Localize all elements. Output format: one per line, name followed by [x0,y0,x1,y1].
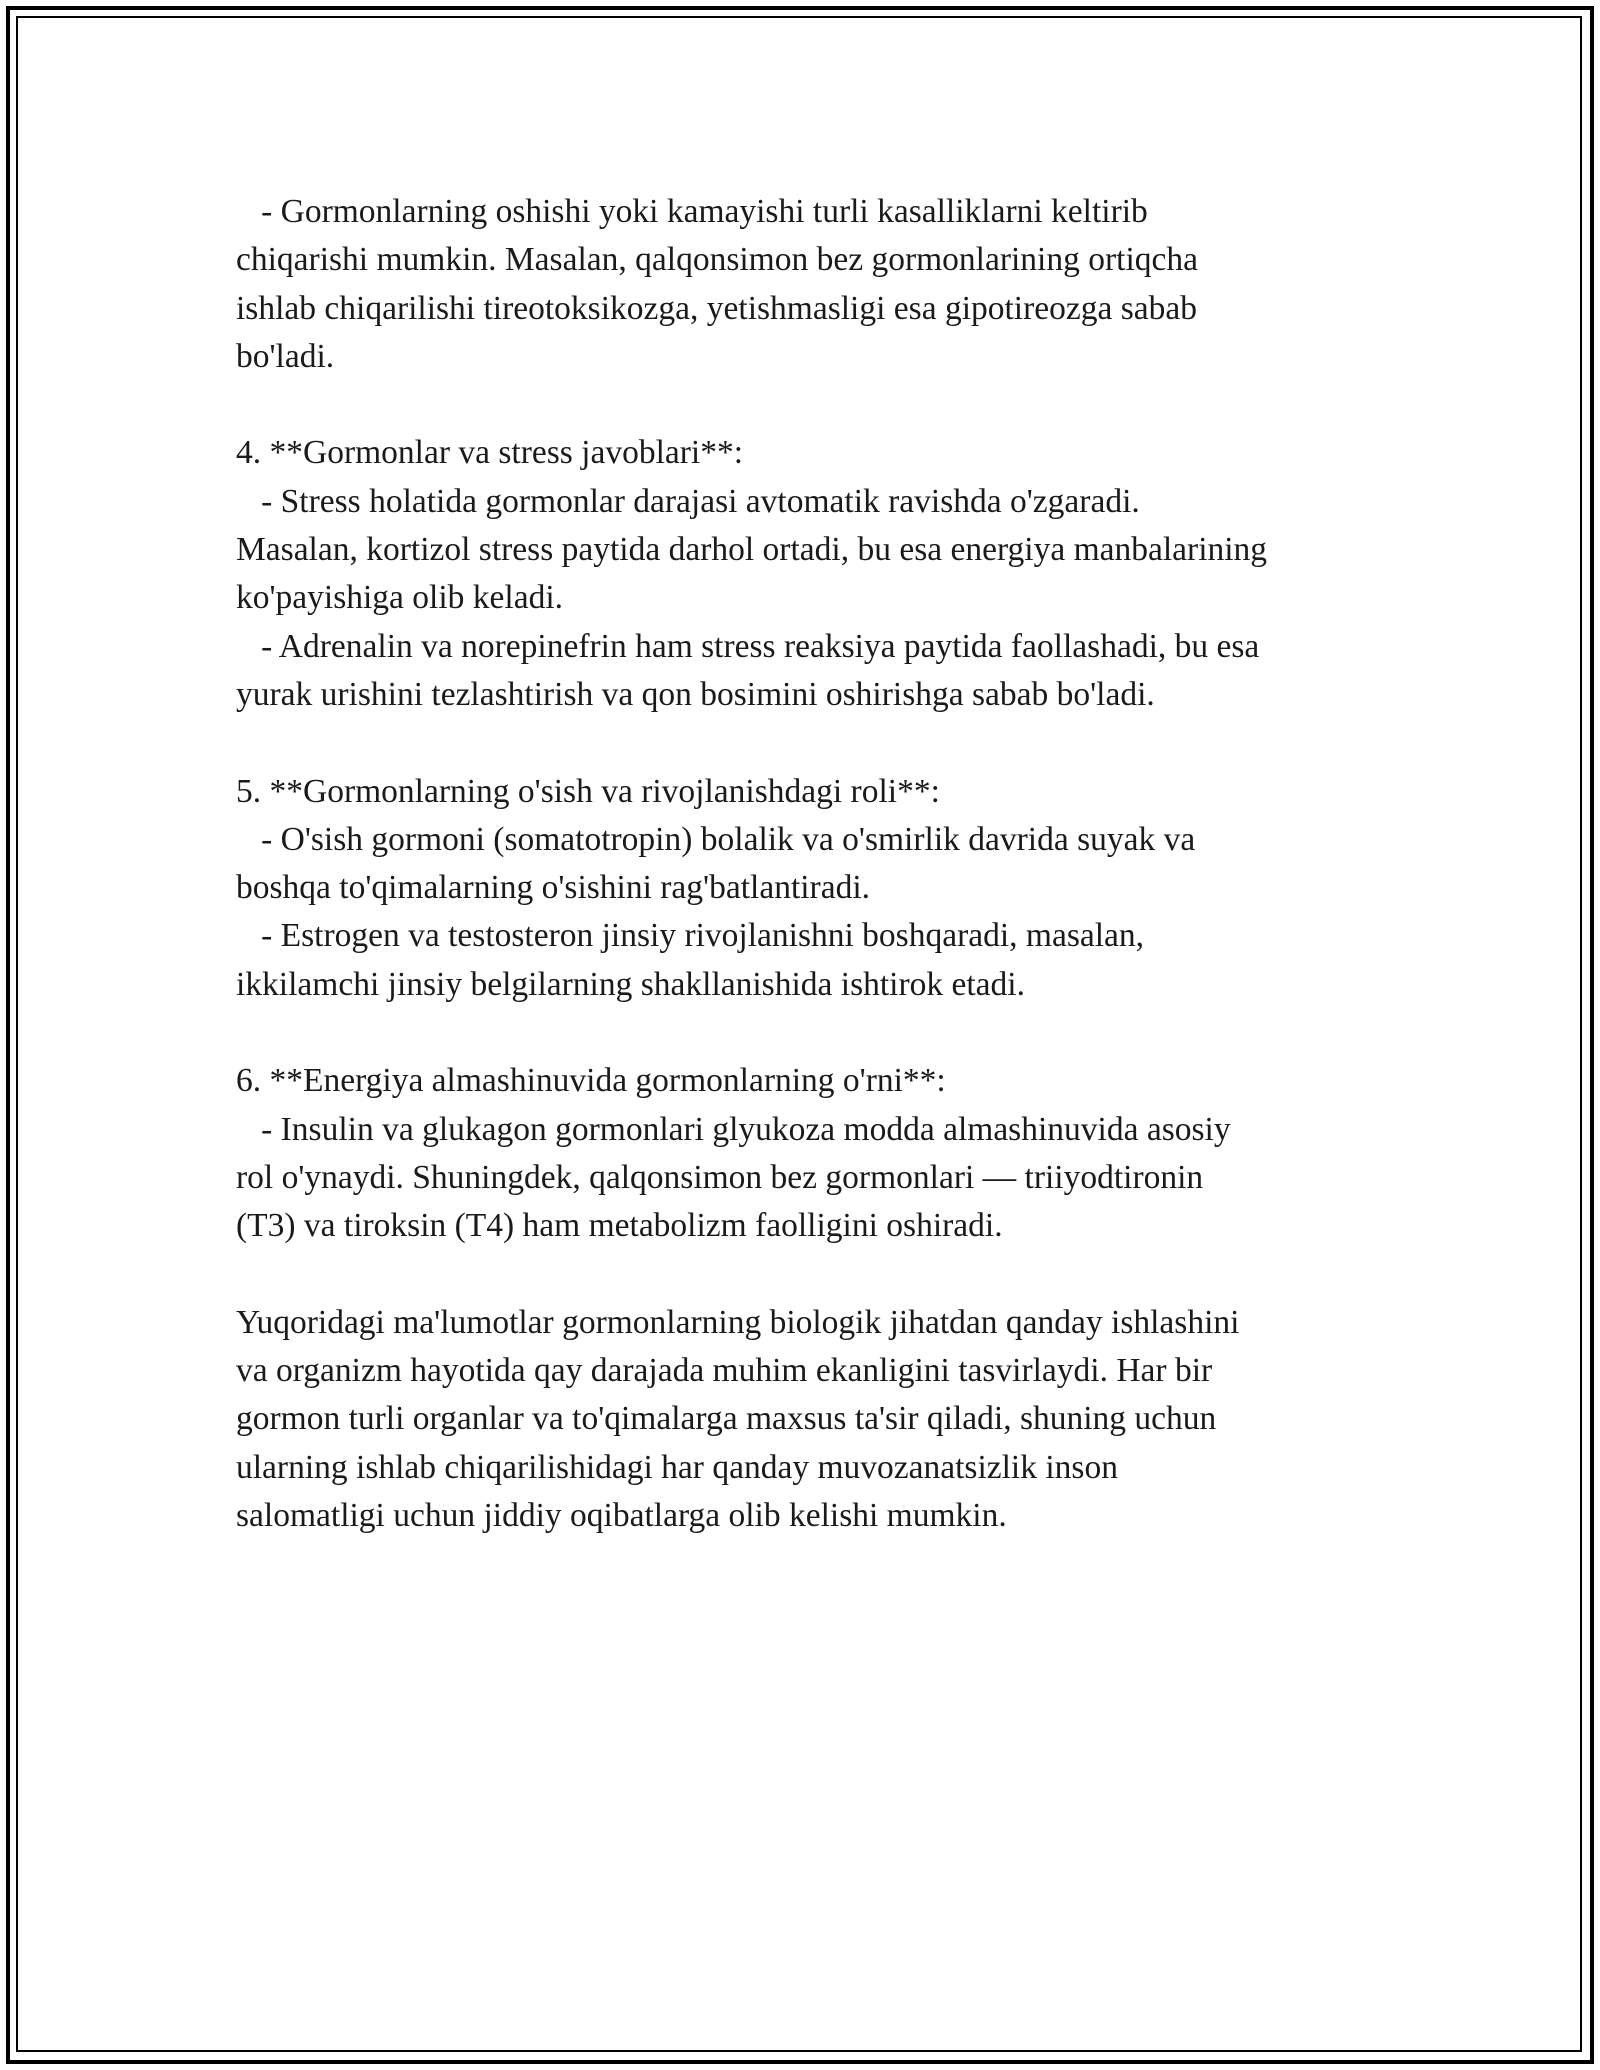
text-line: ishlab chiqarilishi tireotoksikozga, yetishmasligi esa gipotireozga sabab [236,289,1198,327]
section-6-energy-metabolism [236,1057,1386,1250]
paragraph-conclusion [236,1299,1386,1540]
section-4-stress-responses [236,429,1386,719]
text-line: - Estrogen va testosteron jinsiy rivojlanishni boshqaradi, masalan, [236,917,1145,955]
text-line: - Insulin va glukagon gormonlari glyukoza modda almashinuvida asosiy [236,1110,1231,1148]
text-line: gormon turli organlar va to'qimalarga maxsus ta'sir qiladi, shuning uchun [236,1400,1217,1438]
text-line: boshqa to'qimalarning o'sishini rag'batlantiradi. [236,869,871,907]
text-line: chiqarishi mumkin. Masalan, qalqonsimon bez gormonlarining ortiqcha [236,241,1198,279]
text-line: ko'payishiga olib keladi. [236,579,564,617]
section-5-growth-development [236,768,1386,1009]
text-line: Masalan, kortizol stress paytida darhol ortadi, bu esa energiya manbalarining [236,531,1268,569]
section-heading: 4. **Gormonlar va stress javoblari**: [236,434,744,472]
document-body [236,188,1386,1589]
text-line: bo'ladi. [236,337,335,375]
text-line: - Gormonlarning oshishi yoki kamayishi turli kasalliklarni keltirib [236,193,1148,230]
text-line: va organizm hayotida qay darajada muhim ekanligini tasvirlaydi. Har bir [236,1352,1213,1390]
paragraph-hormone-imbalance [236,188,1386,381]
text-line: (T3) va tiroksin (T4) ham metabolizm faolligini oshiradi. [236,1207,1003,1245]
text-line: - O'sish gormoni (somatotropin) bolalik va o'smirlik davrida suyak va [236,820,1196,858]
text-line: ularning ishlab chiqarilishidagi har qanday muvozanatsizlik inson [236,1448,1118,1486]
section-heading: 6. **Energiya almashinuvida gormonlarning o'rni**: [236,1062,946,1100]
text-line: - Stress holatida gormonlar darajasi avtomatik ravishda o'zgaradi. [236,482,1140,520]
text-line: rol o'ynaydi. Shuningdek, qalqonsimon bez gormonlari — triiyodtironin [236,1158,1204,1196]
text-line: yurak urishini tezlashtirish va qon bosimini oshirishga sabab bo'ladi. [236,675,1155,713]
text-line: - Adrenalin va norepinefrin ham stress reaksiya paytida faollashadi, bu esa [236,627,1260,665]
text-line: ikkilamchi jinsiy belgilarning shakllanishida ishtirok etadi. [236,965,1025,1003]
section-heading: 5. **Gormonlarning o'sish va rivojlanishdagi roli**: [236,772,940,810]
text-line: Yuqoridagi ma'lumotlar gormonlarning biologik jihatdan qanday ishlashini [236,1303,1240,1341]
text-line: salomatligi uchun jiddiy oqibatlarga olib kelishi mumkin. [236,1497,1007,1535]
